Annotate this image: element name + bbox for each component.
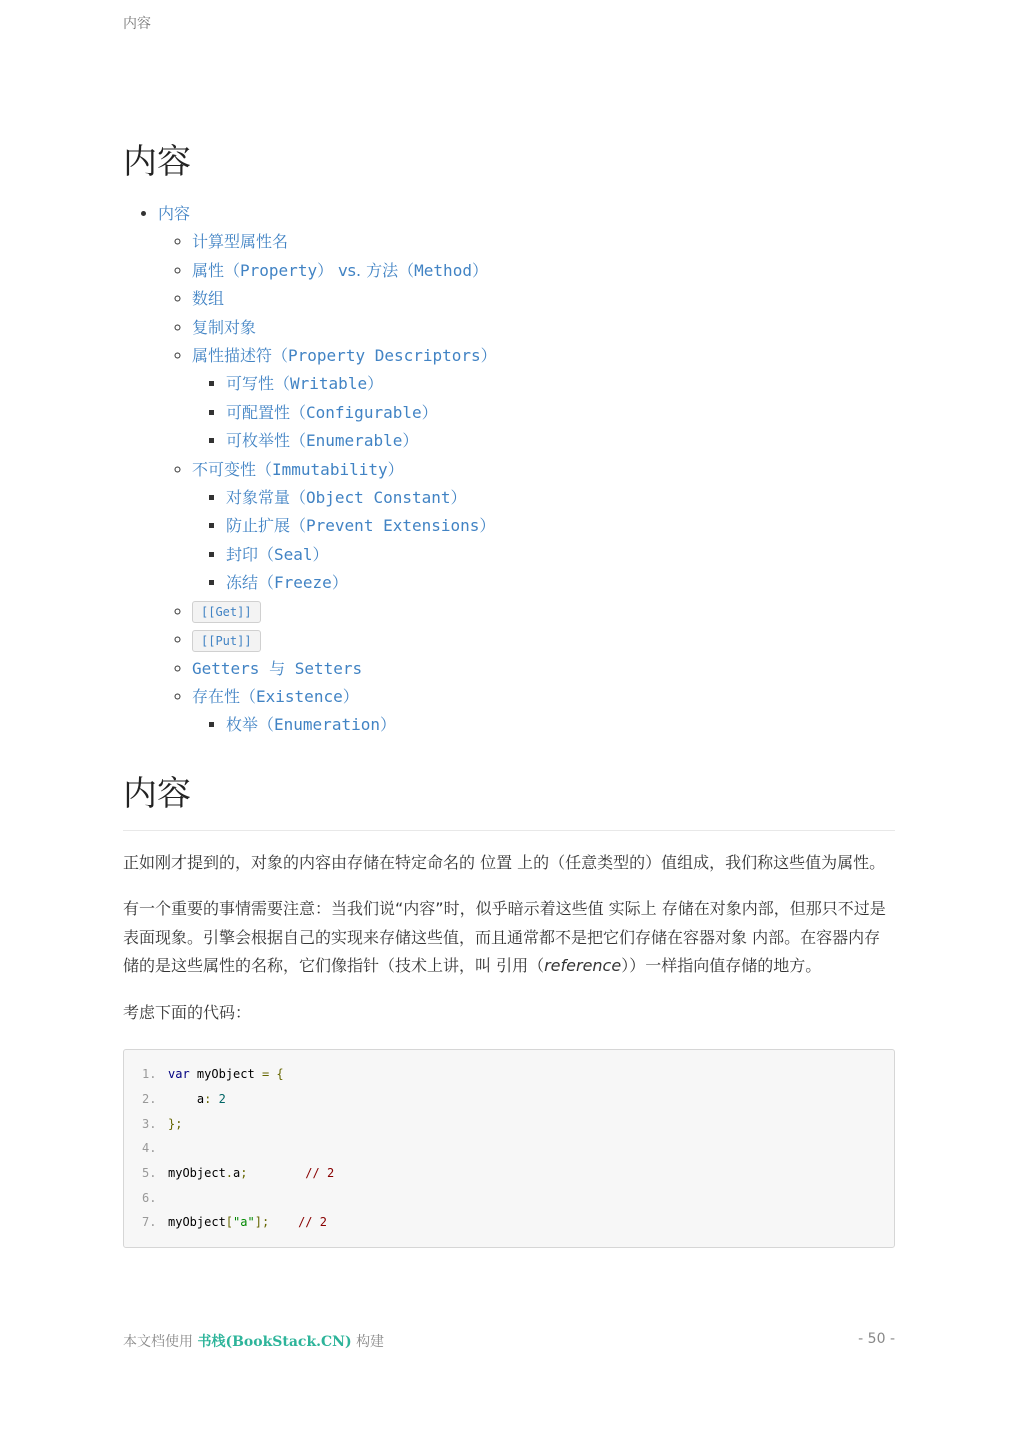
toc-link-object-constant[interactable]: 对象常量（Object Constant） [226,488,467,508]
inline-code: [[Put]] [192,630,261,652]
toc-sublist [192,711,895,739]
toc-link-root[interactable]: 内容 [158,204,191,223]
toc-item [192,285,895,313]
toc-link-descriptors[interactable]: 属性描述符（Property Descriptors） [192,346,497,366]
toc-item [192,228,895,256]
toc-title: 内容 [123,142,191,182]
footer-prefix: 本文档使用 [123,1334,193,1350]
toc-sublist [158,228,895,739]
toc-item [226,541,895,569]
toc-link-arrays[interactable]: 数组 [192,289,225,309]
toc-item [192,626,895,654]
section-title: 内容 [123,772,895,831]
toc-sublist [192,370,895,455]
toc-link-configurable[interactable]: 可配置性（Configurable） [226,402,438,422]
toc-item [226,427,895,455]
page-number: - 50 - [858,1331,895,1347]
toc-link-copy[interactable]: 复制对象 [192,317,257,337]
toc-link-getters-setters[interactable]: Getters 与 Setters [192,658,363,678]
toc-link-seal[interactable]: 封印（Seal） [226,544,329,564]
page-footer [123,1331,895,1351]
toc-item [192,314,895,342]
toc-link-put[interactable] [192,630,261,649]
toc-item [192,655,895,683]
paragraph: 正如刚才提到的，对象的内容由存储在特定命名的 位置 上的（任意类型的）值组成，我们称这些值为属性。 [123,852,886,872]
toc-item [226,399,895,427]
paragraph: 有一个重要的事情需要注意：当我们说“内容”时，似乎暗示着这些值 实际上 存储在对象内部，但那只不过是表面现象。引擎会根据自己的实现来存储这些值，而且通常都不是把它们存储在容器对象 内部。在容器内存储的是这些属性的名称，它们像指针（技术上讲，叫 引用（reference））一样指向值存储的地方。 [123,899,886,976]
toc-link-enumeration[interactable]: 枚举（Enumeration） [226,715,396,735]
emphasis: reference [544,956,622,976]
toc-item [226,512,895,540]
toc-item [226,711,895,739]
toc-link-get[interactable] [192,602,261,621]
toc-item [226,569,895,597]
toc-item [192,342,895,456]
toc-link-enumerable[interactable]: 可枚举性（Enumerable） [226,431,419,451]
toc-link-property-vs-method[interactable]: 属性（Property） vs. 方法（Method） [192,260,488,280]
toc-link-immutability[interactable]: 不可变性（Immutability） [192,459,404,479]
paragraph: 考虑下面的代码： [123,1002,252,1022]
toc-item [226,484,895,512]
footer-brand-link[interactable]: 书栈(BookStack.CN) [197,1334,352,1350]
code-block: 1. var myObject = { 2. a: 2 3. }; 4. 5. myObject.a; // 2 6. 7. myObject["a"]; // 2 [123,1049,895,1248]
toc-item [226,370,895,398]
toc-link-computed[interactable]: 计算型属性名 [192,232,289,252]
page-content [123,140,895,1248]
footer-suffix: 构建 [356,1334,385,1350]
inline-code: [[Get]] [192,601,261,623]
running-header: 内容 [123,16,151,32]
toc-list [123,200,895,740]
toc-item [192,683,895,740]
toc-item [192,456,895,598]
toc-link-freeze[interactable]: 冻结（Freeze） [226,573,348,593]
toc-link-writable[interactable]: 可写性（Writable） [226,374,384,394]
toc-sublist [192,484,895,598]
toc-link-prevent-extensions[interactable]: 防止扩展（Prevent Extensions） [226,516,496,536]
toc-item [192,257,895,285]
toc-item [158,200,895,740]
toc-item [192,598,895,626]
toc-link-existence[interactable]: 存在性（Existence） [192,686,359,706]
